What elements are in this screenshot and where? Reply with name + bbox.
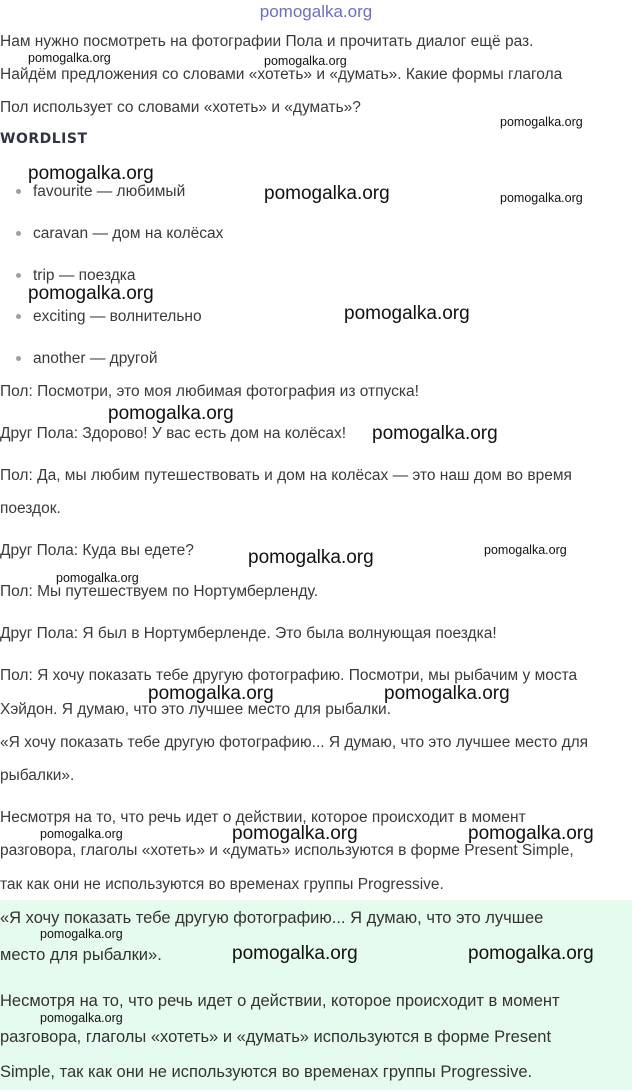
wordlist-heading: WORDLIST: [0, 131, 88, 147]
watermark: pomogalka.org: [484, 543, 567, 557]
watermark: pomogalka.org: [28, 283, 154, 304]
dialogue-line: Друг Пола: Я был в Нортумберленде. Это была волнующая поездка!: [0, 625, 497, 642]
dialogue-line: Пол: Я хочу показать тебе другую фотографию. Посмотри, мы рыбачим у моста: [0, 667, 578, 684]
watermark: pomogalka.org: [40, 927, 123, 941]
watermark: pomogalka.org: [500, 191, 583, 205]
watermark: pomogalka.org: [232, 943, 358, 964]
watermark: pomogalka.org: [468, 823, 594, 844]
answer-line-4: разговора, глаголы «хотеть» и «думать» используются в форме Present: [0, 1028, 552, 1046]
bullet-dot-icon: [16, 189, 21, 194]
bullet-dot-icon: [16, 231, 21, 236]
watermark: pomogalka.org: [56, 571, 139, 585]
watermark: pomogalka.org: [384, 683, 510, 704]
analysis-quote-1: «Я хочу показать тебе другую фотографию... Я думаю, что это лучшее место для: [0, 734, 589, 751]
wordlist-item: favourite — любимый: [16, 182, 185, 202]
analysis-expl-2: разговора, глаголы «хотеть» и «думать» используются в форме Present Simple,: [0, 842, 574, 859]
watermark: pomogalka.org: [148, 683, 274, 704]
wordlist-item: exciting — волнительно: [16, 307, 202, 327]
wordlist-item: another — другой: [16, 349, 158, 369]
bullet-dot-icon: [16, 356, 21, 361]
watermark: pomogalka.org: [344, 303, 470, 324]
watermark: pomogalka.org: [468, 943, 594, 964]
dialogue-line: Хэйдон. Я думаю, что это лучшее место для рыбалки.: [0, 701, 391, 718]
dialogue-line: Друг Пола: Куда вы едете?: [0, 542, 194, 559]
dialogue-line: Пол: Да, мы любим путешествовать и дом на колёсах — это наш дом во время: [0, 467, 572, 484]
dialogue-line: поездок.: [0, 500, 61, 517]
dialogue-line: Пол: Посмотри, это моя любимая фотография из отпуска!: [0, 383, 419, 400]
wordlist-item: caravan — дом на колёсах: [16, 224, 223, 244]
watermark: pomogalka.org: [500, 115, 583, 129]
top-watermark: pomogalka.org: [259, 2, 373, 21]
watermark: pomogalka.org: [264, 54, 347, 68]
watermark: pomogalka.org: [264, 183, 390, 204]
watermark: pomogalka.org: [28, 163, 154, 184]
intro-line-1: Нам нужно посмотреть на фотографии Пола и прочитать диалог ещё раз.: [0, 33, 534, 50]
dialogue-line: Пол: Мы путешествуем по Нортумберленду.: [0, 583, 319, 600]
watermark: pomogalka.org: [108, 403, 234, 424]
analysis-expl-1: Несмотря на то, что речь идет о действии, которое происходит в момент: [0, 809, 526, 826]
answer-line-2: место для рыбалки».: [0, 946, 162, 964]
watermark: pomogalka.org: [28, 51, 111, 65]
answer-line-3: Несмотря на то, что речь идет о действии, которое происходит в момент: [0, 992, 560, 1010]
answer-line-1: «Я хочу показать тебе другую фотографию... Я думаю, что это лучшее: [0, 909, 544, 927]
watermark: pomogalka.org: [248, 547, 374, 568]
dialogue-line: Друг Пола: Здорово! У вас есть дом на колёсах!: [0, 425, 347, 442]
intro-line-3: Пол использует со словами «хотеть» и «думать»?: [0, 99, 361, 116]
answer-line-5: Simple, так как они не используются во временах группы Progressive.: [0, 1063, 533, 1081]
intro-line-2: Найдём предложения со словами «хотеть» и «думать». Какие формы глагола: [0, 66, 563, 83]
bullet-dot-icon: [16, 273, 21, 278]
wordlist-item: trip — поездка: [16, 266, 136, 286]
watermark: pomogalka.org: [232, 823, 358, 844]
watermark: pomogalka.org: [40, 1011, 123, 1025]
analysis-expl-3: так как они не используются во временах группы Progressive.: [0, 876, 444, 893]
analysis-quote-2: рыбалки».: [0, 767, 75, 784]
bullet-dot-icon: [16, 314, 21, 319]
watermark: pomogalka.org: [372, 423, 498, 444]
watermark: pomogalka.org: [40, 827, 123, 841]
